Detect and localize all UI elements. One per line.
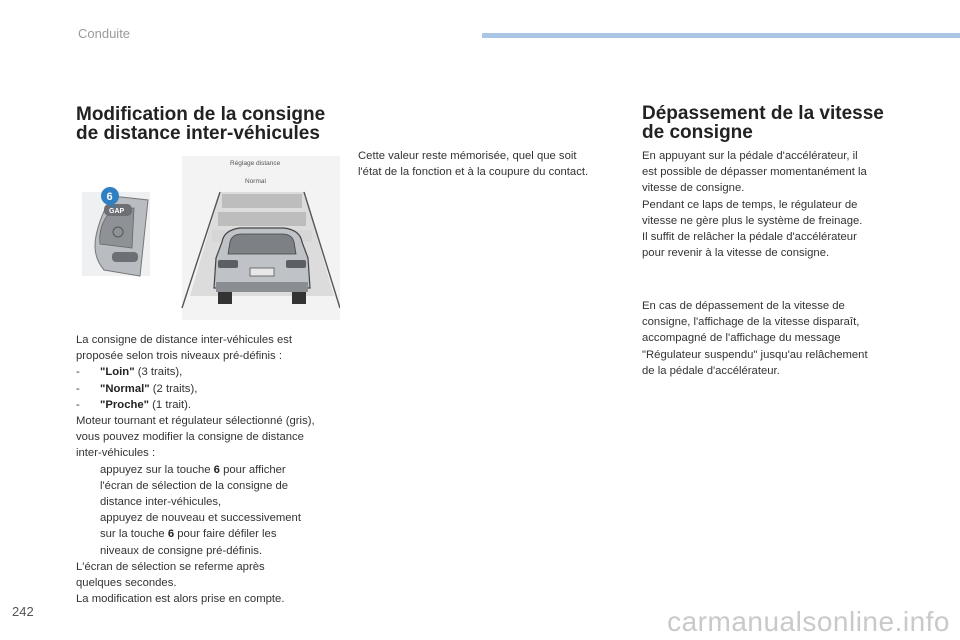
text-line: L'écran de sélection se referme après	[76, 560, 265, 573]
text-line: distance inter-véhicules,	[100, 496, 222, 509]
screen-value: Normal	[245, 178, 266, 185]
text-line: vous pouvez modifier la consigne de distance	[76, 431, 304, 444]
text-line	[76, 526, 356, 542]
step-text: appuyez sur la touche	[100, 463, 214, 476]
step-text: appuyez de nouveau et successivement	[100, 512, 301, 525]
text-line: proposée selon trois niveaux pré-définis :	[76, 350, 282, 363]
text-line: inter-véhicules :	[76, 447, 156, 460]
text-line: La modification est alors prise en compte.	[76, 593, 285, 606]
level-dash: -	[76, 398, 80, 411]
heading-line: Modification de la consigne	[76, 104, 326, 125]
text-line: accompagné de l'affichage du message	[642, 332, 841, 345]
text-line: "Régulateur suspendu" jusqu'au relâchement	[642, 348, 868, 361]
distance-bar	[218, 212, 306, 226]
key-ref: 6	[167, 528, 175, 541]
level-dash: -	[76, 382, 80, 395]
heading-line: de consigne	[642, 122, 753, 143]
page-number: 242	[12, 604, 34, 619]
section-title: Conduite	[78, 26, 131, 41]
middle-body	[358, 148, 618, 180]
text-line: vitesse ne gère plus le système de freinage.	[642, 214, 863, 227]
level-name: "Normal"	[100, 382, 150, 395]
text-line: Cette valeur reste mémorisée, quel que soit	[358, 150, 577, 162]
key-ref: 6	[213, 463, 220, 476]
text-line: vitesse de consigne.	[642, 182, 745, 195]
steering-control-illustration	[82, 187, 150, 276]
level-desc: (3 traits),	[134, 366, 183, 379]
text-line: quelques secondes.	[76, 577, 177, 590]
level-item	[76, 364, 356, 380]
step-1	[76, 462, 356, 478]
header-bar	[482, 33, 960, 38]
step-text: pour afficher	[219, 463, 286, 476]
step-text: sur la touche	[100, 528, 168, 541]
distance-setting-illustration	[82, 156, 340, 320]
distance-bar	[222, 194, 302, 208]
text-line: Il suffit de relâcher la pédale d'accélérateur	[642, 231, 857, 244]
text-line: La consigne de distance inter-véhicules est	[76, 334, 293, 346]
level-desc: (1 trait).	[149, 398, 192, 411]
text-line: Pendant ce laps de temps, le régulateur de	[642, 198, 858, 211]
text-line: pour revenir à la vitesse de consigne.	[642, 247, 830, 260]
left-heading	[76, 105, 325, 143]
text-line: est possible de dépasser momentanément la	[642, 166, 867, 179]
heading-line: de distance inter-véhicules	[76, 123, 320, 144]
level-item	[76, 397, 356, 413]
level-name: "Loin"	[100, 366, 135, 379]
heading-line: Dépassement de la vitesse	[642, 103, 884, 124]
text-line: Moteur tournant et régulateur sélectionné (gris),	[76, 415, 315, 428]
step-text: pour faire défiler les	[174, 528, 277, 541]
level-desc: (2 traits),	[149, 382, 198, 395]
level-dash: -	[76, 366, 80, 379]
text-line: En appuyant sur la pédale d'accélérateur, il	[642, 150, 858, 162]
level-name: "Proche"	[100, 398, 150, 411]
text-line: l'état de la fonction et à la coupure du contact.	[358, 166, 589, 179]
text-line: de la pédale d'accélérateur.	[642, 364, 780, 377]
left-body	[76, 332, 356, 607]
distance-screen-illustration	[182, 156, 340, 320]
right-body-2	[642, 298, 902, 379]
watermark: carmanualsonline.info	[667, 606, 950, 637]
step-2	[76, 510, 356, 526]
text-line: l'écran de sélection de la consigne de	[100, 479, 289, 492]
key-6-number: 6	[106, 191, 113, 203]
text-line: En cas de dépassement de la vitesse de	[642, 300, 845, 312]
level-item	[76, 381, 356, 397]
right-heading	[642, 104, 884, 142]
right-body-1	[642, 148, 902, 261]
text-line: niveaux de consigne pré-définis.	[100, 544, 263, 557]
text-line: consigne, l'affichage de la vitesse disparaît,	[642, 316, 860, 329]
screen-title: Réglage distance	[230, 160, 281, 167]
gap-button-label: GAP	[109, 208, 125, 215]
